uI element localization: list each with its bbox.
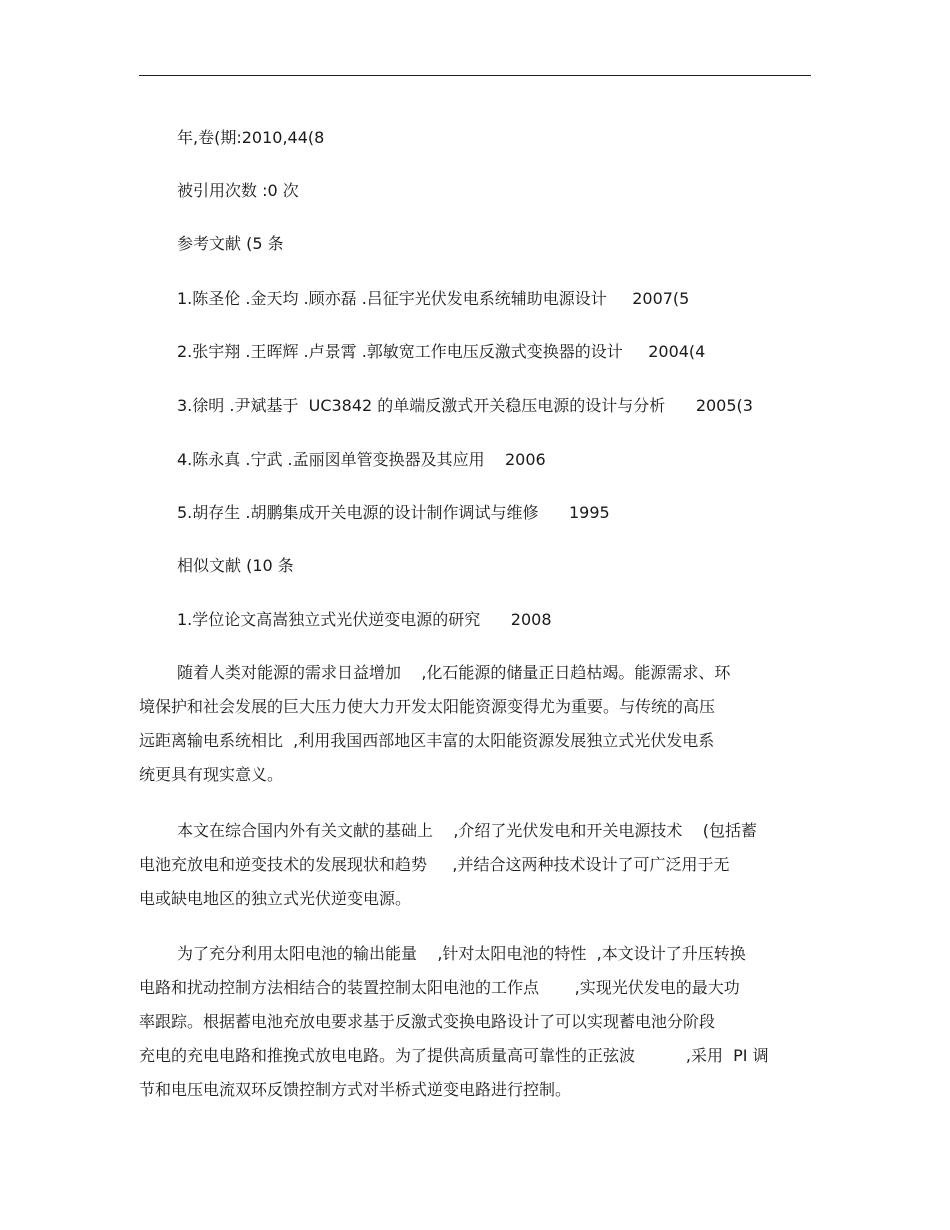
reference-item: 5.胡存生 .胡鹏集成开关电源的设计制作调试与维修 1995 bbox=[177, 503, 610, 522]
similar-item: 1.学位论文高嵩独立式光伏逆变电源的研究 2008 bbox=[177, 610, 552, 629]
reference-item: 1.陈圣伦 .金天均 .顾亦磊 .吕征宇光伏发电系统辅助电源设计 2007(5 bbox=[177, 289, 690, 308]
references-heading: 参考文献 (5 条 bbox=[177, 234, 284, 253]
paragraph-1-line: 远距离输电系统相比 ,利用我国西部地区丰富的太阳能资源发展独立式光伏发电系 bbox=[139, 731, 715, 750]
paragraph-2-line: 本文在综合国内外有关文献的基础上 ,介绍了光伏发电和开关电源技术 (包括蓄 bbox=[177, 821, 758, 840]
similar-heading: 相似文献 (10 条 bbox=[177, 556, 294, 575]
paragraph-2-line: 电或缺电地区的独立式光伏逆变电源。 bbox=[139, 889, 412, 908]
cited-count-line: 被引用次数 :0 次 bbox=[177, 181, 299, 200]
year-volume-line: 年,卷(期:2010,44(8 bbox=[177, 128, 325, 147]
paragraph-2-line: 电池充放电和逆变技术的发展现状和趋势 ,并结合这两种技术设计了可广泛用于无 bbox=[139, 855, 730, 874]
paragraph-1-line: 统更具有现实意义。 bbox=[139, 765, 284, 784]
paragraph-1-line: 随着人类对能源的需求日益增加 ,化石能源的储量正日趋枯竭。能源需求、环 bbox=[177, 663, 731, 682]
paragraph-1-line: 境保护和社会发展的巨大压力使大力开发太阳能资源变得尤为重要。与传统的高压 bbox=[139, 697, 716, 716]
paragraph-3-line: 电路和扰动控制方法相结合的装置控制太阳电池的工作点 ,实现光伏发电的最大功 bbox=[139, 978, 740, 997]
paragraph-3-line: 率跟踪。根据蓄电池充放电要求基于反激式变换电路设计了可以实现蓄电池分阶段 bbox=[139, 1012, 716, 1031]
header-rule bbox=[139, 75, 811, 76]
reference-item: 2.张宇翔 .王晖辉 .卢景霄 .郭敏宽工作电压反激式变换器的设计 2004(4 bbox=[177, 342, 706, 361]
paragraph-3-line: 节和电压电流双环反馈控制方式对半桥式逆变电路进行控制。 bbox=[139, 1080, 572, 1099]
reference-item: 4.陈永真 .宁武 .孟丽図单管变换器及其应用 2006 bbox=[177, 450, 546, 469]
paragraph-3-line: 充电的充电电路和推挽式放电电路。为了提供高质量高可靠性的正弦波 ,采用 PI 调 bbox=[139, 1046, 769, 1065]
paragraph-3-line: 为了充分利用太阳电池的输出能量 ,针对太阳电池的特性 ,本文设计了升压转换 bbox=[177, 944, 746, 963]
reference-item: 3.徐明 .尹斌基于 UC3842 的单端反激式开关稳压电源的设计与分析 2005(3 bbox=[177, 396, 753, 415]
